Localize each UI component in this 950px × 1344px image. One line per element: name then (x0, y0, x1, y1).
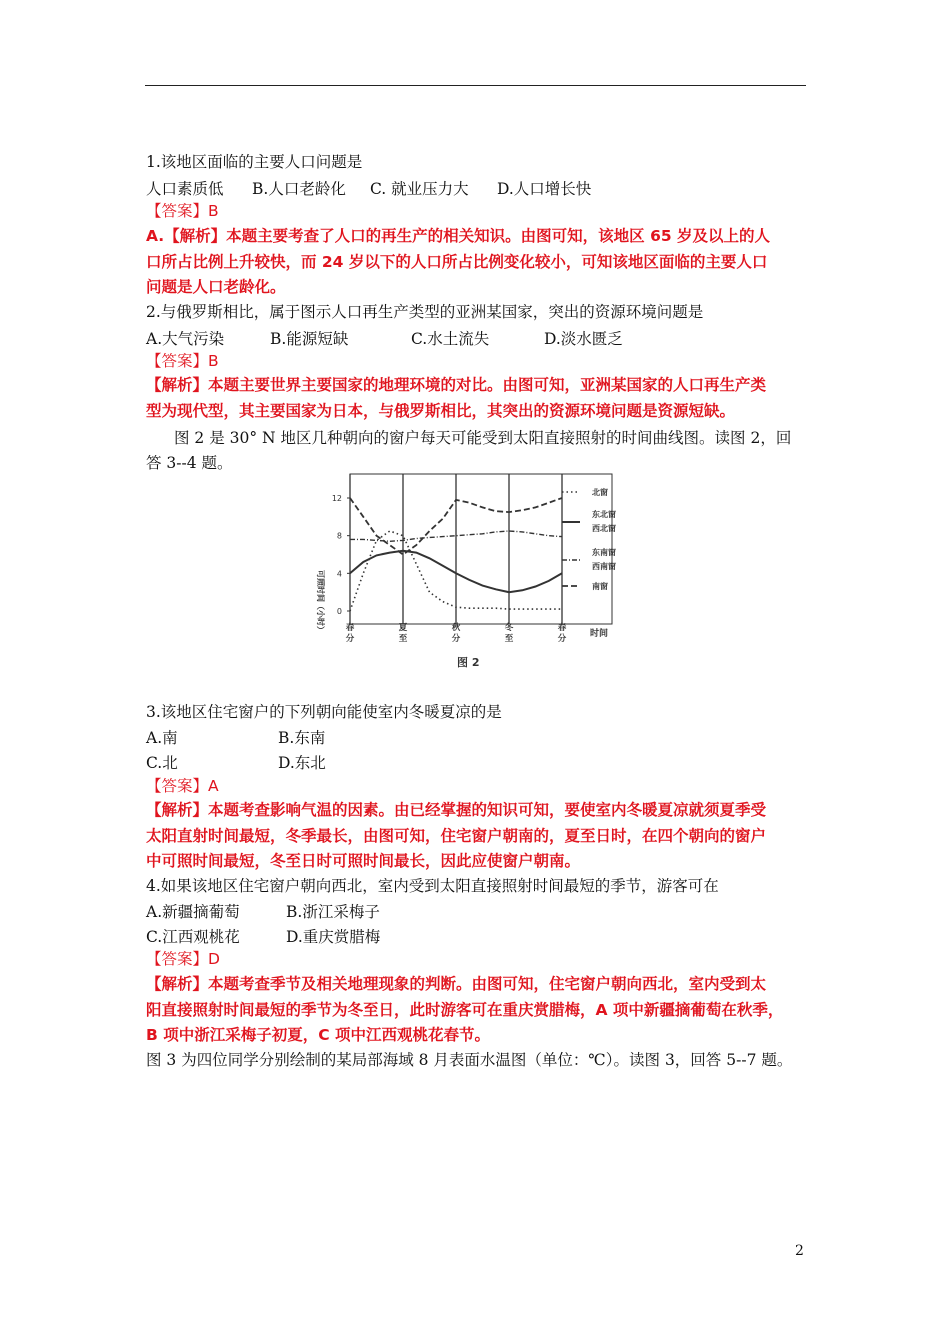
q3-option-d: D.东北 (278, 754, 326, 772)
q4-analysis-line-2: 阳直接照射时间最短的季节为冬至日，此时游客可在重庆赏腊梅，A 项中新疆摘葡萄在秋季， (146, 1001, 784, 1019)
q2-option-c: C.水土流失 (411, 330, 490, 348)
figure2-intro-line-1: 图 2 是 30° N 地区几种朝向的窗户每天可能受到太阳直接照射的时间曲线图。读图 2，回 (174, 429, 792, 447)
x-tick-label-0: 春分 (345, 623, 355, 644)
q3-stem: 3.该地区住宅窗户的下列朝向能使室内冬暖夏凉的是 (146, 703, 502, 721)
legend-southeast: 东南窗 (592, 548, 616, 557)
y-tick-label-0: 0 (336, 607, 342, 616)
y-tick-label-8: 8 (336, 531, 342, 541)
legend-northeast: 东北窗 (592, 510, 616, 519)
q1-analysis-line-3: 问题是人口老龄化。 (146, 278, 286, 296)
q4-analysis-line-3: B 项中浙江采梅子初夏，C 项中江西观桃花春节。 (146, 1026, 490, 1044)
q2-analysis-line-1: 【解析】本题主要世界主要国家的地理环境的对比。由图可知，亚洲某国家的人口再生产类 (146, 376, 767, 394)
figure3-intro: 图 3 为四位同学分别绘制的某局部海域 8 月表面水温图（单位：℃）。读图 3，回答 5--7 题。 (146, 1051, 793, 1069)
x-tick-label-2: 秋分 (451, 623, 461, 644)
q1-answer: 【答案】B (146, 202, 219, 220)
x-tick-label-4: 春分 (557, 623, 567, 644)
q4-option-b: B.浙江采梅子 (286, 903, 380, 921)
q2-option-b: B.能源短缺 (270, 330, 349, 348)
legend-southwest: 西南窗 (592, 562, 616, 571)
x-tick-label-3: 冬至 (504, 623, 514, 644)
x-tick-label-1: 夏至 (398, 623, 408, 644)
q1-stem: 1.该地区面临的主要人口问题是 (146, 153, 363, 171)
q2-stem: 2.与俄罗斯相比，属于图示人口再生产类型的亚洲某国家，突出的资源环境问题是 (146, 303, 704, 321)
q1-option-d: D.人口增长快 (497, 180, 592, 198)
q4-option-c: C.江西观桃花 (146, 928, 240, 946)
q4-answer: 【答案】D (146, 950, 220, 968)
q3-option-b: B.东南 (278, 729, 326, 747)
figure-caption: 图 2 (457, 656, 480, 669)
q2-analysis-line-2: 型为现代型，其主要国家为日本，与俄罗斯相比，其突出的资源环境问题是资源短缺。 (146, 402, 736, 420)
q2-option-d: D.淡水匮乏 (544, 330, 623, 348)
figure-2-chart (300, 470, 630, 675)
y-tick-label-4: 4 (336, 569, 342, 579)
figure2-intro-line-2: 答 3--4 题。 (146, 454, 233, 472)
q1-analysis-line-2: 口所占比例上升较快，而 24 岁以下的人口所占比例变化较小，可知该地区面临的主要人口 (146, 253, 768, 271)
y-axis-label: 可照时间（小时） (316, 570, 325, 634)
q4-analysis-line-1: 【解析】本题考查季节及相关地理现象的判断。由图可知，住宅窗户朝向西北，室内受到太 (146, 975, 767, 993)
q3-analysis-line-3: 中可照时间最短，冬至日时可照时间最长，因此应使窗户朝南。 (146, 852, 581, 870)
q1-analysis-line-1: A.【解析】本题主要考查了人口的再生产的相关知识。由图可知，该地区 65 岁及以上的人 (146, 227, 771, 245)
header-rule (145, 85, 806, 86)
q3-option-c: C.北 (146, 754, 178, 772)
q4-option-a: A.新疆摘葡萄 (146, 903, 240, 921)
q2-option-a: A.大气污染 (146, 330, 225, 348)
q3-analysis-line-2: 太阳直射时间最短，冬季最长，由图可知，住宅窗户朝南的，夏至日时，在四个朝向的窗户 (146, 827, 767, 845)
q1-option-a: 人口素质低 (146, 180, 224, 198)
x-axis-label: 时间 (590, 629, 609, 639)
q3-analysis-line-1: 【解析】本题考查影响气温的因素。由已经掌握的知识可知，要使室内冬暖夏凉就须夏季受 (146, 801, 767, 819)
y-tick-label-12: 12 (331, 494, 342, 503)
q2-answer: 【答案】B (146, 352, 219, 370)
q3-answer: 【答案】A (146, 777, 219, 795)
legend-north: 北窗 (592, 488, 608, 497)
legend-south: 南窗 (592, 582, 608, 591)
page-number: 2 (795, 1243, 804, 1259)
q1-option-b: B.人口老龄化 (252, 180, 346, 198)
q3-option-a: A.南 (146, 729, 178, 747)
legend (562, 487, 616, 591)
q4-option-d: D.重庆赏腊梅 (286, 928, 381, 946)
legend-northwest: 西北窗 (592, 524, 616, 533)
q1-option-c: C. 就业压力大 (370, 180, 469, 198)
plot-frame (350, 474, 612, 624)
q4-stem: 4.如果该地区住宅窗户朝向西北，室内受到太阳直接照射时间最短的季节，游客可在 (146, 877, 719, 895)
